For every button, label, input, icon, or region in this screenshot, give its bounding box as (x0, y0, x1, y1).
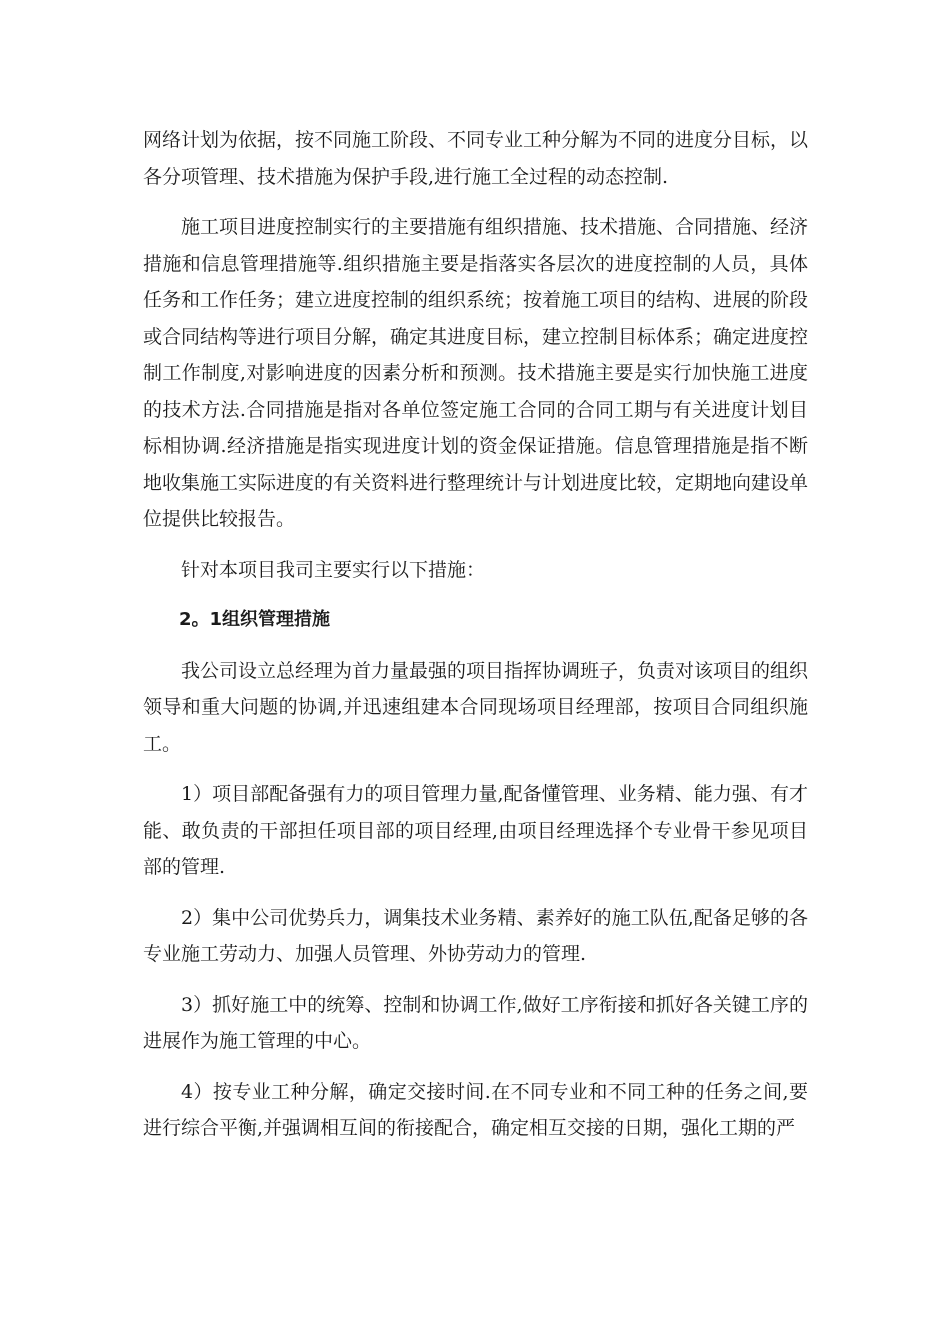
list-item-2: 2）集中公司优势兵力，调集技术业务精、素养好的施工队伍,配备足够的各专业施工劳动力、加强人员管理、外协劳动力的管理. (143, 906, 808, 965)
document-body (143, 122, 808, 1161)
paragraph-organization: 我公司设立总经理为首力量最强的项目指挥协调班子，负责对该项目的组织领导和重大问题的协调,并迅速组建本合同现场项目经理部，按项目合同组织施工。 (143, 659, 809, 755)
list-item-1: 1）项目部配备强有力的项目管理力量,配备懂管理、业务精、能力强、有才能、敢负责的干部担任项目部的项目经理,由项目经理选择个专业骨干参见项目部的管理. (143, 783, 808, 878)
list-item-4: 4）按专业工种分解，确定交接时间.在不同专业和不同工种的任务之间,要进行综合平衡,并强调相互间的衔接配合，确定相互交接的日期，强化工期的严 (143, 1080, 808, 1139)
section-heading: 2。1组织管理措施 (179, 609, 331, 630)
paragraph-continuation: 网络计划为依据，按不同施工阶段、不同专业工种分解为不同的进度分目标，以各分项管理、技术措施为保护手段,进行施工全过程的动态控制. (143, 129, 809, 188)
list-item-3: 3）抓好施工中的统筹、控制和协调工作,做好工序衔接和抓好各关键工序的进展作为施工管理的中心。 (143, 993, 808, 1052)
paragraph-measures-intro: 针对本项目我司主要实行以下措施： (181, 558, 486, 581)
paragraph-progress-control-measures: 施工项目进度控制实行的主要措施有组织措施、技术措施、合同措施、经济措施和信息管理措施等.组织措施主要是指落实各层次的进度控制的人员，具体任务和工作任务；建立进度控制的组织系统；按着施工项目的结构、进展的阶段或合同结构等进行项目分解，确定其进度目标，建立控制目标体系；确定进度控制工作制度,对影响进度的因素分析和预测。技术措施主要是实行加快施工进度的技术方法.合同措施是指对各单位签定施工合同的合同工期与有关进度计划目标相协调.经济措施是指实现进度计划的资金保证措施。信息管理措施是指不断地收集施工实际进度的有关资料进行整理统计与计划进度比较，定期地向建设单位提供比较报告。 (143, 216, 809, 530)
